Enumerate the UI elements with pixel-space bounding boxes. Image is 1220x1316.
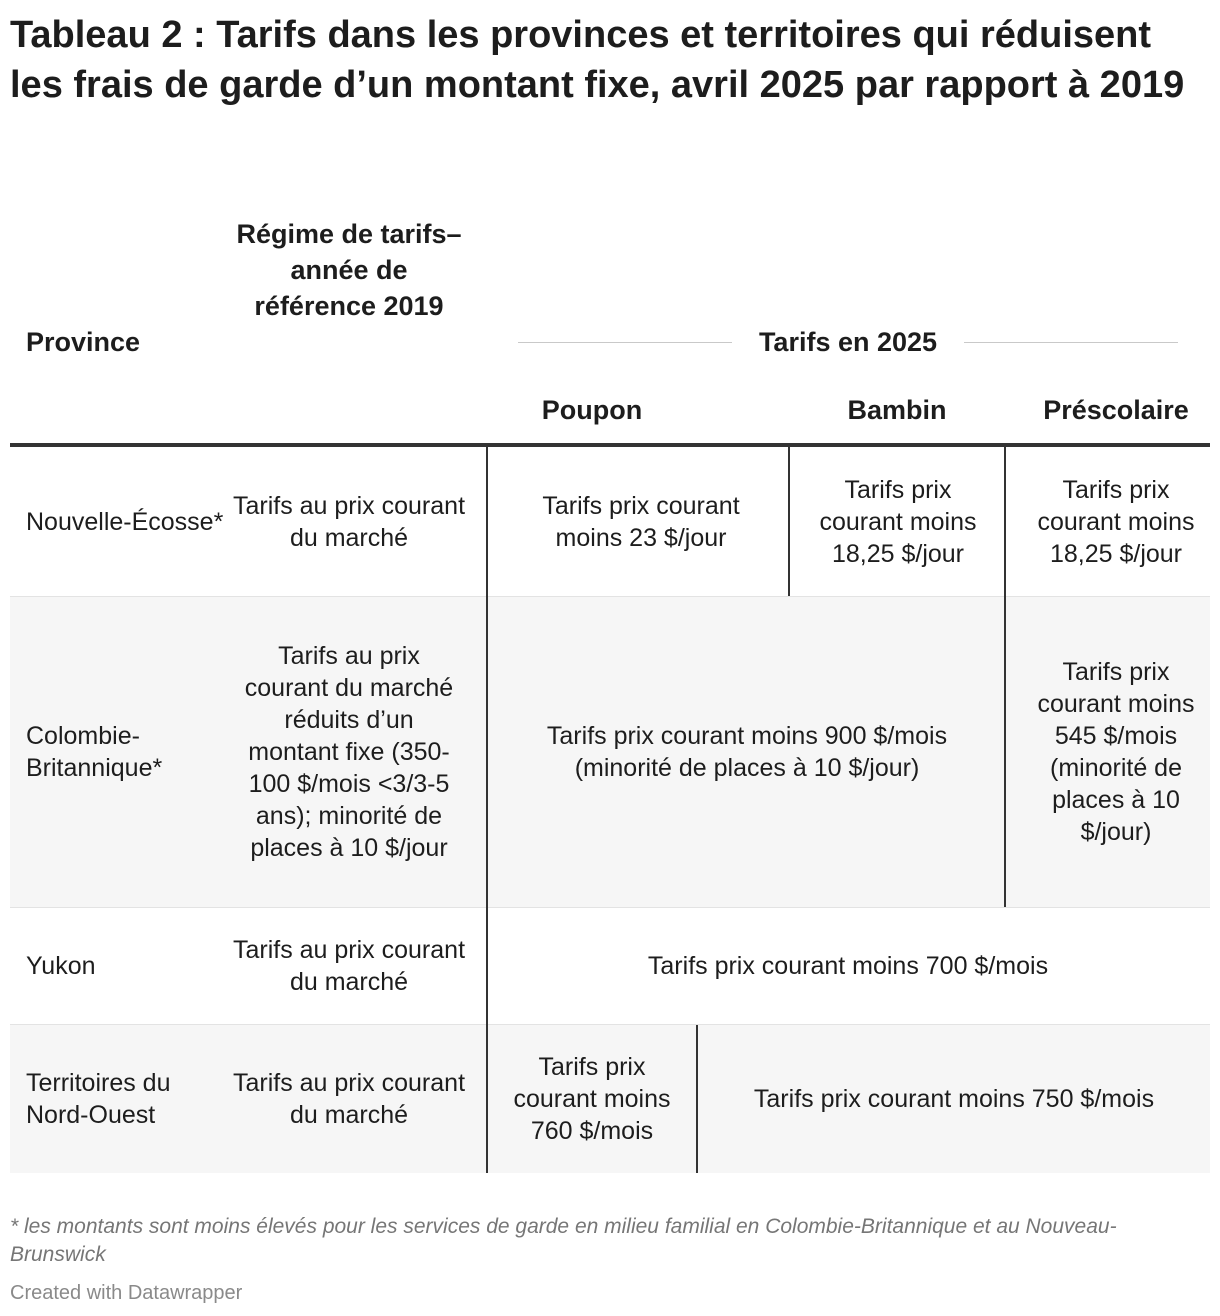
header-prescolaire: Préscolaire	[1043, 395, 1189, 425]
prescolaire-cell: Tarifs prix courant moins 18,25 $/jour	[1037, 475, 1195, 568]
regime-cell: Tarifs au prix courant du marché	[232, 936, 466, 996]
spanner-rule-right	[964, 342, 1178, 343]
header-bambin: Bambin	[847, 395, 947, 425]
header-province: Province	[26, 327, 141, 357]
spanner-rule-left	[518, 342, 732, 343]
regime-cell: Tarifs au prix courant du marché réduits d’un montant fixe (350-100 $/mois <3/3-5 ans); minorité de places à 10 $/jour	[244, 642, 454, 862]
bambin-cell: Tarifs prix courant moins 18,25 $/jour	[819, 475, 977, 568]
table-row	[10, 908, 1210, 1024]
province-cell: Yukon	[26, 952, 96, 980]
header-poupon: Poupon	[541, 395, 643, 425]
bambin-prescolaire-cell: Tarifs prix courant moins 750 $/mois	[753, 1085, 1155, 1113]
tarifs-all-cell: Tarifs prix courant moins 700 $/mois	[647, 952, 1049, 980]
footnote: * les montants sont moins élevés pour les services de garde en milieu familial en Colombie-Britannique et au Nouveau-Brunswick	[10, 1215, 1117, 1266]
column-divider	[486, 447, 488, 1173]
poupon-bambin-cell: Tarifs prix courant moins 900 $/mois (minorité de places à 10 $/jour)	[546, 722, 948, 782]
regime-cell: Tarifs au prix courant du marché	[232, 491, 466, 552]
province-cell: Territoires du Nord-Ouest	[26, 1069, 171, 1129]
column-divider	[1004, 447, 1006, 907]
poupon-cell: Tarifs prix courant moins 760 $/mois	[513, 1053, 671, 1145]
column-divider	[788, 447, 790, 596]
header-tarifs-2025: Tarifs en 2025	[758, 327, 938, 357]
column-divider	[696, 1025, 698, 1173]
table-row	[10, 447, 1210, 596]
table-row	[10, 1025, 1210, 1173]
header-regime: Régime de tarifs–année de référence 2019	[236, 219, 462, 321]
credit: Created with Datawrapper	[10, 1282, 243, 1304]
province-cell: Nouvelle-Écosse*	[26, 507, 224, 536]
regime-cell: Tarifs au prix courant du marché	[232, 1069, 466, 1129]
prescolaire-cell: Tarifs prix courant moins 545 $/mois (minorité de places à 10 $/jour)	[1037, 658, 1195, 846]
province-cell: Colombie-Britannique*	[26, 722, 163, 782]
table-row	[10, 597, 1210, 907]
page-title: Tableau 2 : Tarifs dans les provinces et territoires qui réduisent les frais de garde d’un montant fixe, avril 2025 par rapport à 2019	[10, 14, 1185, 106]
poupon-cell: Tarifs prix courant moins 23 $/jour	[542, 491, 740, 552]
